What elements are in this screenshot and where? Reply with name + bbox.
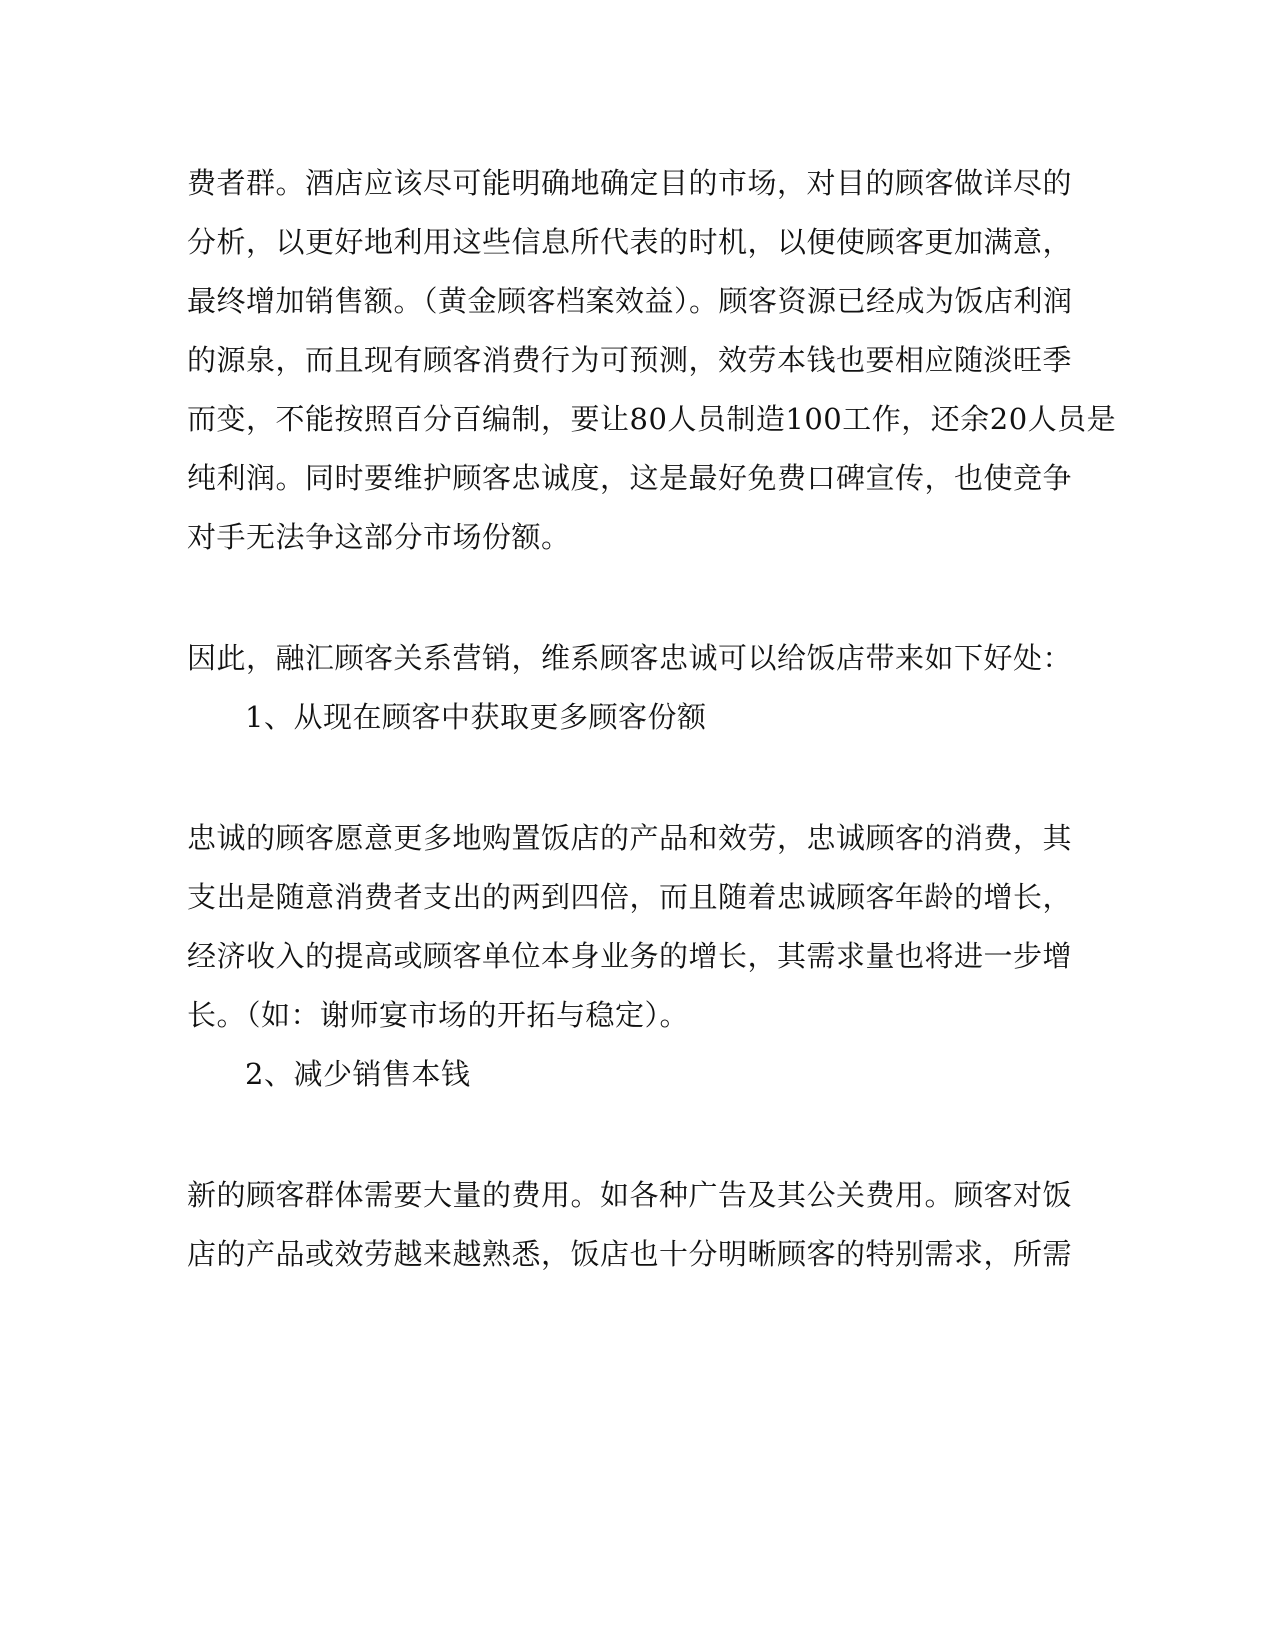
paragraph-line-11: 经济收入的提高或顾客单位本身业务的增长，其需求量也将进一步增 [187, 939, 1073, 973]
paragraph-line-10: 支出是随意消费者支出的两到四倍，而且随着忠诚顾客年龄的增长， [187, 880, 1073, 914]
paragraph-line-8: 因此，融汇顾客关系营销，维系顾客忠诚可以给饭店带来如下好处： [187, 641, 1073, 675]
list-heading-2: 2、减少销售本钱 [245, 1057, 471, 1091]
paragraph-line-3: 最终增加销售额。（黄金顾客档案效益）。顾客资源已经成为饭店利润 [187, 284, 1073, 318]
paragraph-line-5: 而变，不能按照百分百编制，要让80人员制造100工作，还余20人员是 [187, 402, 1117, 436]
paragraph-line-7: 对手无法争这部分市场份额。 [187, 520, 571, 554]
paragraph-line-6: 纯利润。同时要维护顾客忠诚度，这是最好免费口碑宣传，也使竞争 [187, 461, 1073, 495]
list-heading-1: 1、从现在顾客中获取更多顾客份额 [245, 700, 707, 734]
paragraph-line-12: 长。（如：谢师宴市场的开拓与稳定）。 [187, 998, 690, 1032]
paragraph-line-4: 的源泉，而且现有顾客消费行为可预测，效劳本钱也要相应随淡旺季 [187, 343, 1073, 377]
paragraph-line-14: 店的产品或效劳越来越熟悉，饭店也十分明晰顾客的特别需求，所需 [187, 1237, 1073, 1271]
paragraph-line-9: 忠诚的顾客愿意更多地购置饭店的产品和效劳，忠诚顾客的消费，其 [187, 821, 1073, 855]
paragraph-line-1: 费者群。酒店应该尽可能明确地确定目的市场，对目的顾客做详尽的 [187, 166, 1073, 200]
paragraph-line-13: 新的顾客群体需要大量的费用。如各种广告及其公关费用。顾客对饭 [187, 1178, 1073, 1212]
paragraph-line-2: 分析，以更好地利用这些信息所代表的时机，以便使顾客更加满意， [187, 225, 1073, 259]
